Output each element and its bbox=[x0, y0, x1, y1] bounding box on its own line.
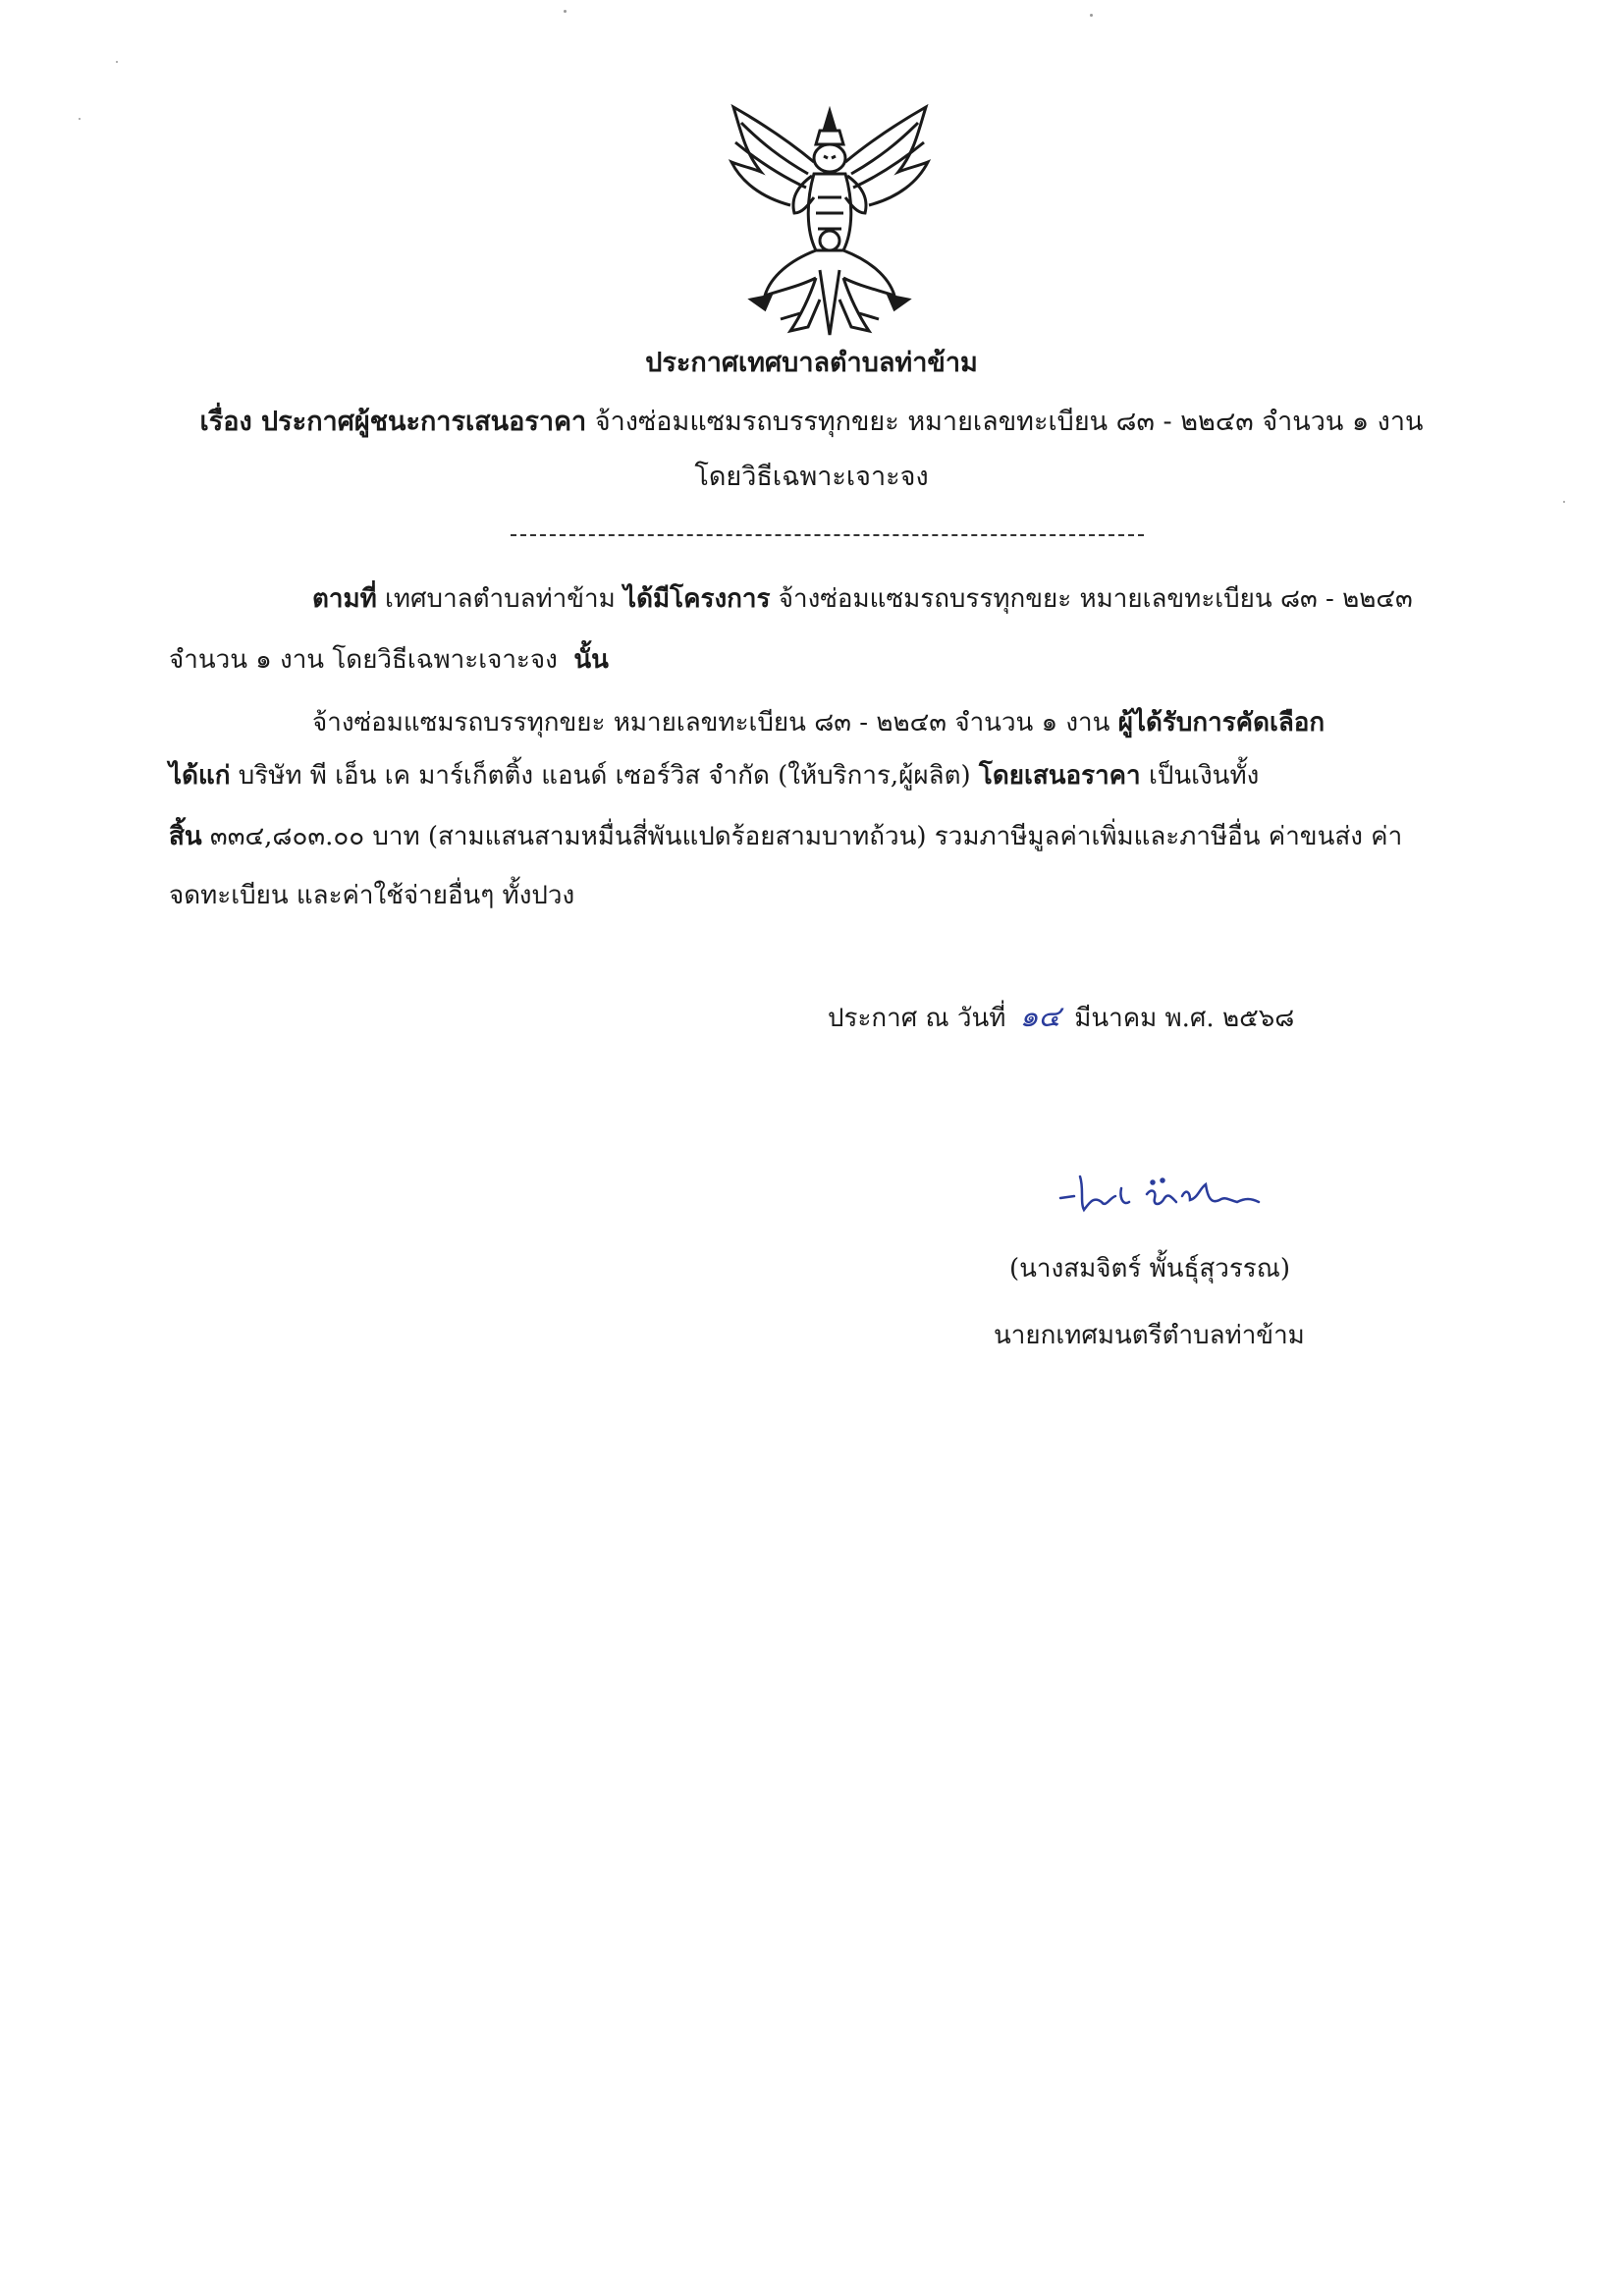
p2-selected-label: ผู้ได้รับการคัดเลือก bbox=[1117, 708, 1325, 738]
paragraph-1-line-1 bbox=[312, 579, 1413, 619]
p1-municipality: เทศบาลตำบลท่าข้าม bbox=[385, 584, 616, 614]
paragraph-1-line-2 bbox=[169, 640, 609, 680]
p1-quantity-method: จำนวน ๑ งาน โดยวิธีเฉพาะเจาะจง bbox=[169, 645, 558, 675]
scan-speck bbox=[1563, 501, 1565, 503]
subject-label: เรื่อง ประกาศผู้ชนะการเสนอราคา bbox=[199, 407, 587, 437]
paragraph-2-line-2 bbox=[169, 756, 1259, 795]
scan-speck bbox=[1090, 14, 1093, 17]
p1-project-label: ได้มีโครงการ bbox=[623, 584, 771, 614]
p2-total-end: สิ้น bbox=[169, 822, 202, 851]
subject-text: จ้างซ่อมแซมรถบรรทุกขยะ หมายเลขทะเบียน ๘๓ - ๒๒๔๓ จำนวน ๑ งาน bbox=[594, 407, 1424, 437]
p1-project-text: จ้างซ่อมแซมรถบรรทุกขยะ หมายเลขทะเบียน ๘๓ - ๒๒๔๓ bbox=[778, 584, 1413, 614]
handwritten-signature bbox=[1051, 1159, 1296, 1237]
p2-amount: ๓๓๔,๘๐๓.๐๐ บาท (สามแสนสามหมื่นสี่พันแปดร้อยสามบาทถ้วน) รวมภาษีมูลค่าเพิ่มและภาษีอื่น ค่าขนส่ง ค่า bbox=[209, 822, 1403, 851]
paragraph-2-line-3 bbox=[169, 817, 1402, 856]
announcement-date bbox=[828, 998, 1294, 1038]
p2-offer-label: โดยเสนอราคา bbox=[978, 761, 1141, 791]
paragraph-2-line-4 bbox=[169, 876, 574, 915]
dashed-divider bbox=[511, 534, 1144, 536]
p2-project: จ้างซ่อมแซมรถบรรทุกขยะ หมายเลขทะเบียน ๘๓ - ๒๒๔๓ จำนวน ๑ งาน bbox=[312, 708, 1110, 738]
date-day-handwritten: ๑๔ bbox=[1019, 1000, 1061, 1034]
subject-line bbox=[0, 403, 1623, 442]
p1-lead: ตามที่ bbox=[312, 584, 377, 614]
paragraph-2-line-1 bbox=[312, 703, 1325, 742]
p2-winner-company: บริษัท พี เอ็น เค มาร์เก็ตติ้ง แอนด์ เซอร์วิส จำกัด (ให้บริการ,ผู้ผลิต) bbox=[238, 761, 971, 791]
p1-end: นั้น bbox=[573, 645, 609, 675]
scan-speck bbox=[116, 61, 118, 63]
subject-method: โดยวิธีเฉพาะเจาะจง bbox=[694, 462, 929, 492]
p2-total-label: เป็นเงินทั้ง bbox=[1148, 761, 1260, 791]
p2-winner-label: ได้แก่ bbox=[169, 761, 231, 791]
announcement-title: ประกาศเทศบาลตำบลท่าข้าม bbox=[645, 348, 978, 378]
garuda-emblem bbox=[722, 103, 938, 339]
date-label: ประกาศ ณ วันที่ bbox=[828, 1004, 1006, 1033]
date-month-year: มีนาคม พ.ศ. ๒๕๖๘ bbox=[1074, 1004, 1295, 1033]
scan-speck bbox=[564, 10, 567, 13]
signer-name: (นางสมจิตร์ พั้นธุ์สุวรรณ) bbox=[1009, 1254, 1291, 1284]
p2-fees: จดทะเบียน และค่าใช้จ่ายอื่นๆ ทั้งปวง bbox=[169, 881, 575, 910]
signer-position: นายกเทศมนตรีตำบลท่าข้าม bbox=[994, 1321, 1305, 1350]
scan-speck bbox=[79, 118, 81, 120]
